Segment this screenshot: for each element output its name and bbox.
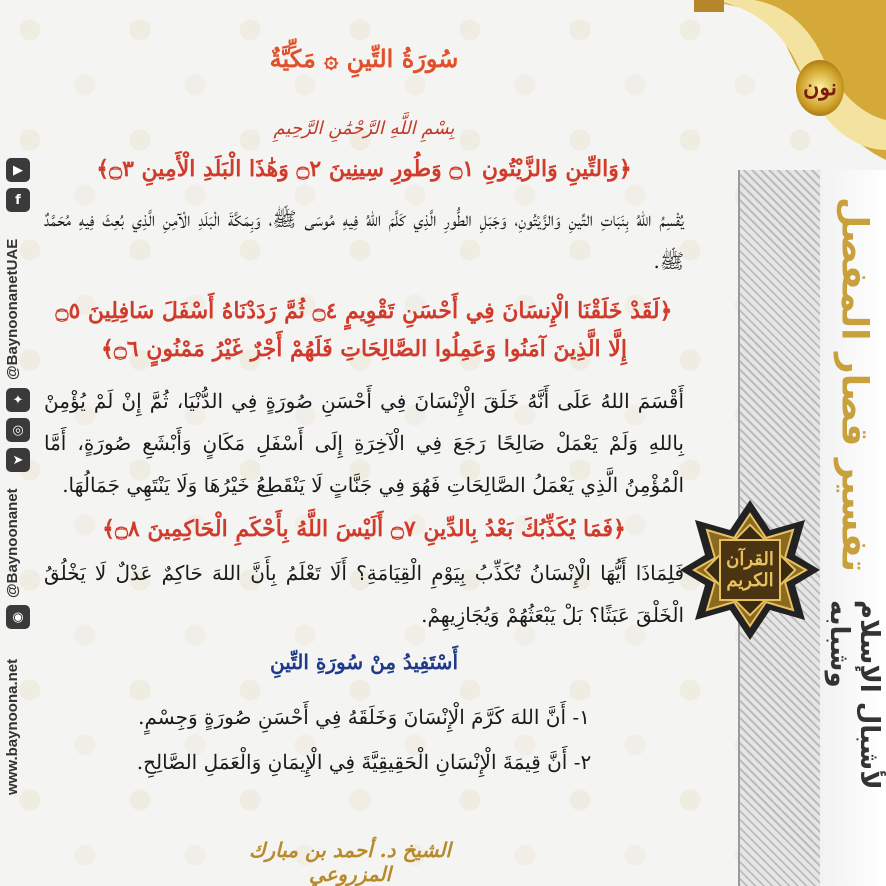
author-signature: الشيخ د. أحمد بن مبارك المزروعي [249,838,451,886]
instagram-icon[interactable]: ◎ [6,418,30,442]
verse-block-1: ﴿وَالتِّينِ وَالزَّيْتُونِ ۝١ وَطُورِ سِينِينَ ۝٢ وَهَٰذَا الْبَلَدِ الْأَمِينِ ۝٣﴾ [96,156,632,182]
tafsir-block-2: أَقْسَمَ اللهُ عَلَى أَنَّهُ خَلَقَ الْإِنْسَانَ فِي أَحْسَنِ صُورَةٍ فِي الدُّنْيَا، ثُمَّ إِنْ لَمْ يُؤْمِنْ بِاللهِ وَلَمْ يَعْمَلْ صَالِحًا رَجَعَ فِي الْآخِرَةِ إِلَى أَسْفَلِ مَكَانٍ وَأَبْشَعِ صُورَةٍ، أَمَّا الْمُؤْمِنُ الَّذِي يَعْمَلُ الصَّالِحَاتِ فَهُوَ فِي جَنَّاتٍ لَا يَنْقَطِعُ خَيْرُهَا وَلَا يَنْتَهِي جَمَالُهَا. [44,389,684,497]
baynoona-logo[interactable]: نون [796,60,844,116]
main-content [44,0,684,886]
lessons-heading: أَسْتَفِيدُ مِنْ سُورَةِ التِّينِ [270,650,458,674]
web-icon[interactable]: ◉ [6,605,30,629]
website-link[interactable]: www.baynoona.net [4,658,21,795]
telegram-icon[interactable]: ➤ [6,448,30,472]
tafsir-block-3: فَلِمَاذَا أَيُّهَا الْإِنْسَانُ تُكَذِّبُ بِيَوْمِ الْقِيَامَةِ؟ أَلَا تَعْلَمُ بِأَنَّ اللهَ حَاكِمٌ عَدْلٌ لَا يَخْلُقُ الْخَلْقَ عَبَثًا؟ بَلْ يَبْعَثُهُمْ وَيُجَازِيهِمْ. [44,561,684,627]
tafsir-block-1: يُقْسِمُ اللهُ بِنَبَاتِ التِّينِ وَالزَّيْتُونِ، وَجَبَلِ الطُّورِ الَّذِي كَلَّمَ اللهُ فِيهِ مُوسَى ﷺ، وَبِمَكَّةَ الْبَلَدِ الْآمِنِ الَّذِي بُعِثَ فِيهِ مُحَمَّدٌ ﷺ. [44,207,684,273]
verse-block-3: ﴿فَمَا يُكَذِّبُكَ بَعْدُ بِالدِّينِ ۝٧ أَلَيْسَ اللَّهُ بِأَحْكَمِ الْحَاكِمِينَ ۝٨﴾ [102,516,626,542]
series-title: تفسير قصار المفصل [833,197,875,573]
social-handle-uae[interactable]: @BaynoonanetUAE [4,238,21,380]
facebook-icon[interactable]: f [6,188,30,212]
surah-title: سُورَةُ التِّينِ ۞ مَكِّيَّةٌ [269,44,459,73]
twitter-icon[interactable]: ✦ [6,388,30,412]
verse-block-2: ﴿لَقَدْ خَلَقْنَا الْإِنسَانَ فِي أَحْسَنِ تَقْوِيمٍ ۝٤ ثُمَّ رَدَدْنَاهُ أَسْفَلَ سَافِلِينَ ۝٥ إِلَّا الَّذِينَ آمَنُوا وَعَمِلُوا الصَّالِحَاتِ فَلَهُمْ أَجْرٌ غَيْرُ مَمْنُونٍ ۝٦﴾ [55,298,673,362]
lesson-item-2: ٢- أَنَّ قِيمَةَ الْإِنْسَانِ الْحَقِيقِيَّةَ فِي الْإِيمَانِ وَالْعَمَلِ الصَّالِحِ. [136,750,592,774]
basmala: بِسْمِ اللَّهِ الرَّحْمَٰنِ الرَّحِيمِ [273,118,455,139]
quran-badge-label: القرآن الكريم [726,549,774,591]
youtube-icon[interactable]: ▶ [6,158,30,182]
lesson-item-1: ١- أَنَّ اللهَ كَرَّمَ الْإِنْسَانَ وَخَلَقَهُ فِي أَحْسَنِ صُورَةٍ وَجِسْمٍ. [138,705,590,729]
social-strip [0,150,40,800]
social-handle[interactable]: @Baynoonanet [4,488,21,598]
series-subtitle: لأشبال الإسلام وشبابه [824,600,884,790]
